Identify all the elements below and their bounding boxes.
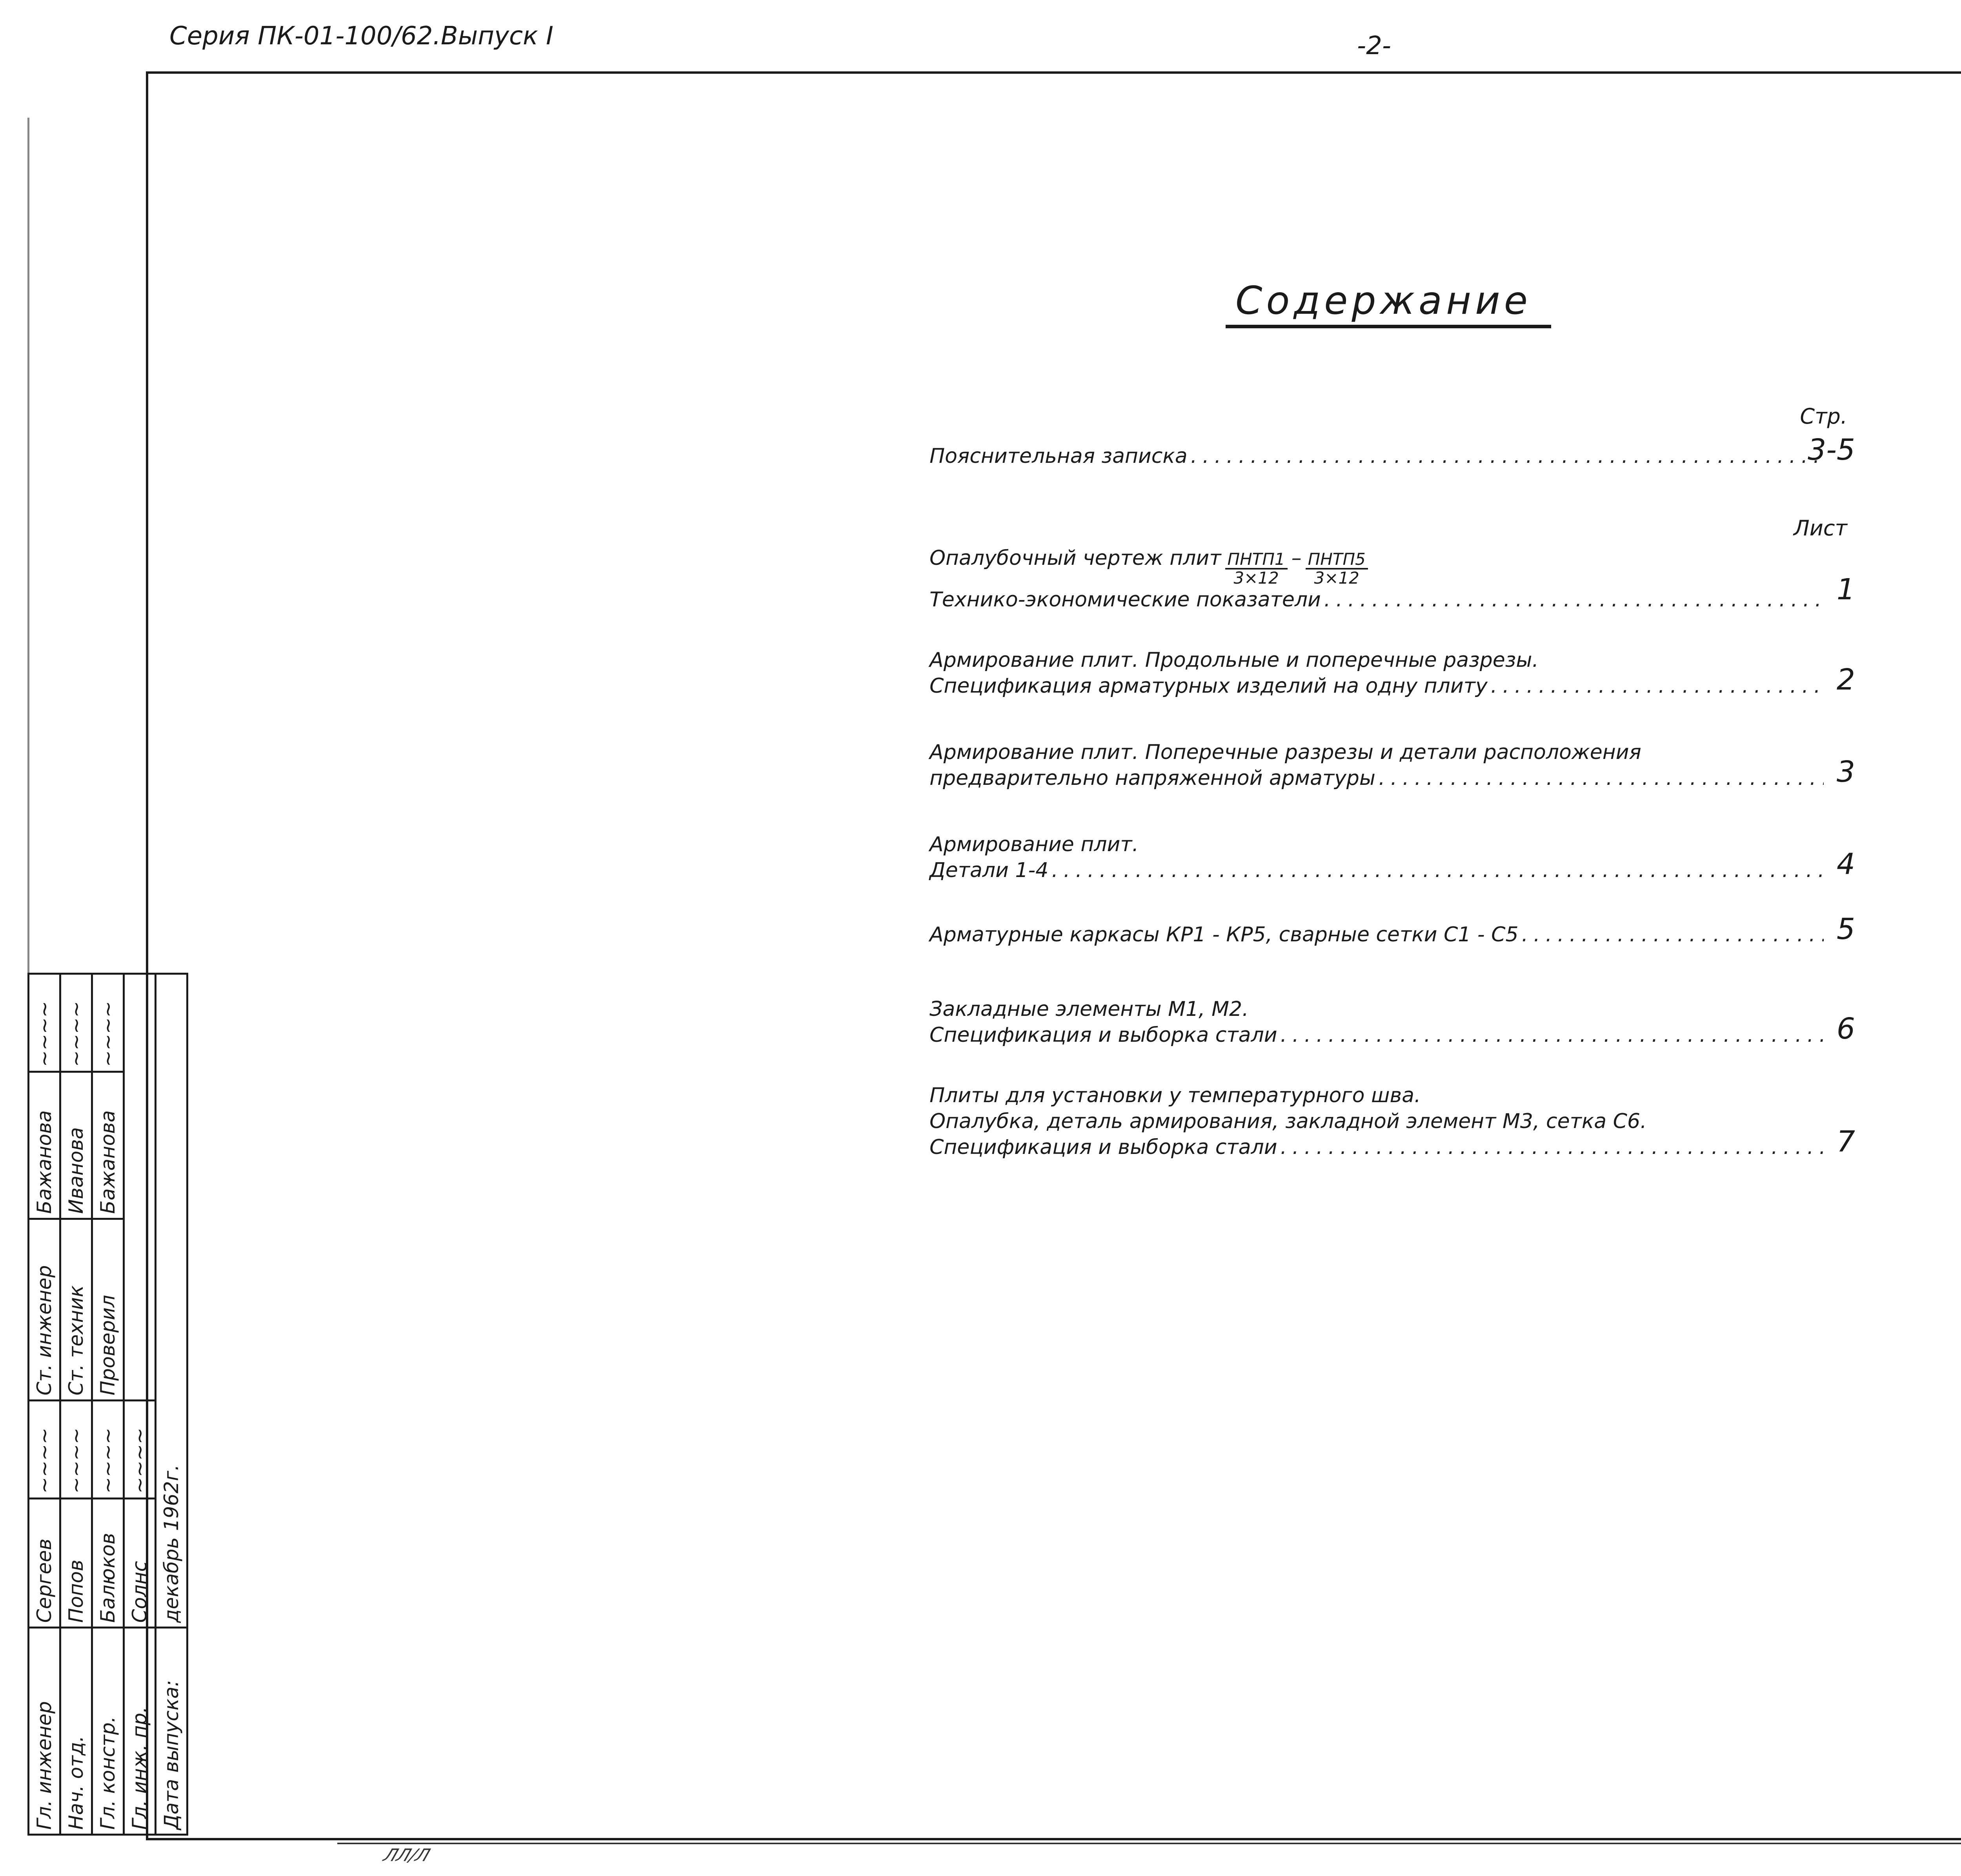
stamp-signature: ~~~~ <box>29 1400 60 1498</box>
stamp-signature: ~~~~ <box>92 974 124 1072</box>
toc-entry <box>930 739 1855 791</box>
toc-entry <box>930 647 1855 699</box>
toc-entry-page: 3 <box>1836 755 1855 789</box>
toc-entry <box>930 832 1855 883</box>
toc-entry-line: Опалубочный чертеж плит <box>930 546 1221 570</box>
stamp-role: Ст. инженер <box>29 1219 60 1400</box>
toc-entry <box>930 433 1855 469</box>
stamp-name: Солнс <box>124 1498 156 1628</box>
toc-entry-line: Опалубка, деталь армирования, закладной элемент М3, сетка С6. <box>930 1110 1647 1133</box>
title-underline <box>1226 325 1551 328</box>
toc-entry-line: Спецификация арматурных изделий на одну плиту <box>930 674 1488 698</box>
toc-entry <box>930 996 1855 1048</box>
stamp-date-label: Дата выпуска: <box>156 1628 187 1835</box>
toc-entry-line: Плиты для установки у температурного шва. <box>930 1084 1421 1107</box>
stamp-role: Нач. отд. <box>60 1628 92 1835</box>
stamp-signature: ~~~~ <box>29 974 60 1072</box>
toc-entry-page: 2 <box>1836 663 1855 697</box>
mark-fraction: $\frac{\text{ПНТП1}}{3\times 12}$ <box>1225 551 1288 587</box>
toc-entry-line: Пояснительная записка <box>930 444 1188 468</box>
stamp-role: Гл. инженер <box>29 1628 60 1835</box>
stamp-signature: ~~~~ <box>124 1400 156 1498</box>
stamp-signature: ~~~~ <box>92 1400 124 1498</box>
toc-entry-line: Армирование плит. Поперечные разрезы и детали расположения <box>930 741 1641 764</box>
stamp-name: Попов <box>60 1498 92 1628</box>
toc-entry-page: 7 <box>1836 1125 1855 1159</box>
toc-entry-line: предварительно напряженной арматуры <box>930 766 1375 790</box>
toc-entry-page: 1 <box>1836 573 1855 606</box>
toc-entry-line: Арматурные каркасы КР1 - КР5, сварные сетки С1 - С5 <box>930 923 1519 946</box>
toc-entry-page: 6 <box>1836 1012 1855 1046</box>
binding-margin-line <box>27 118 29 977</box>
stamp-role: Проверил <box>92 1219 124 1400</box>
stamp-name: Бажанова <box>29 1072 60 1219</box>
toc-entry-line: Армирование плит. Продольные и поперечные разрезы. <box>930 648 1539 672</box>
toc-entry-page: 5 <box>1836 912 1855 946</box>
series-label: Серия ПК-01-100/62.Выпуск I <box>169 22 554 51</box>
toc-entry-page: 4 <box>1836 847 1855 881</box>
title-block-stamp <box>27 973 183 1836</box>
scan-mark: ЛЛ/Л <box>380 1845 433 1865</box>
bottom-rule <box>337 1843 1961 1844</box>
toc-entry-line: Технико-экономические показатели <box>930 588 1321 611</box>
toc-entry-line: Спецификация и выборка стали <box>930 1023 1277 1047</box>
mark-fraction: $\frac{\text{ПНТП5}}{3\times 12}$ <box>1306 551 1368 587</box>
toc-entry <box>930 1083 1855 1160</box>
stamp-name: Иванова <box>60 1072 92 1219</box>
toc-entry-page: 3-5 <box>1808 433 1855 467</box>
stamp-role: Гл. инж. пр. <box>124 1628 156 1835</box>
toc-entry-line: Закладные элементы М1, М2. <box>930 997 1249 1021</box>
stamp-date-value: декабрь 1962г. <box>156 974 187 1628</box>
sheets-column-header: Лист <box>1794 516 1847 540</box>
stamp-name: Балюков <box>92 1498 124 1628</box>
page-title: Содержание <box>1235 278 1532 323</box>
toc-entry-line: Армирование плит. <box>930 833 1139 856</box>
table-of-contents <box>930 404 1855 1173</box>
pages-column-header: Стр. <box>1800 404 1847 429</box>
toc-entry <box>930 912 1855 948</box>
toc-entry: Опалубочный чертеж плит $\frac{\text{ПНТП1}}{3\times 12}$ – $\frac{\text{ПНТП5}}{3\times 12}$ Технико-экономические показатели ..... 1 <box>930 545 1855 613</box>
stamp-name: Сергеев <box>29 1498 60 1628</box>
page-number: -2- <box>1357 31 1391 60</box>
stamp-empty-cell <box>124 974 156 1401</box>
stamp-role: Гл. констр. <box>92 1628 124 1835</box>
toc-entry-line: Спецификация и выборка стали <box>930 1135 1277 1159</box>
toc-entry-line: Детали 1-4 <box>930 859 1049 882</box>
stamp-signature: ~~~~ <box>60 1400 92 1498</box>
stamp-role: Ст. техник <box>60 1219 92 1400</box>
stamp-name: Бажанова <box>92 1072 124 1219</box>
stamp-signature: ~~~~ <box>60 974 92 1072</box>
